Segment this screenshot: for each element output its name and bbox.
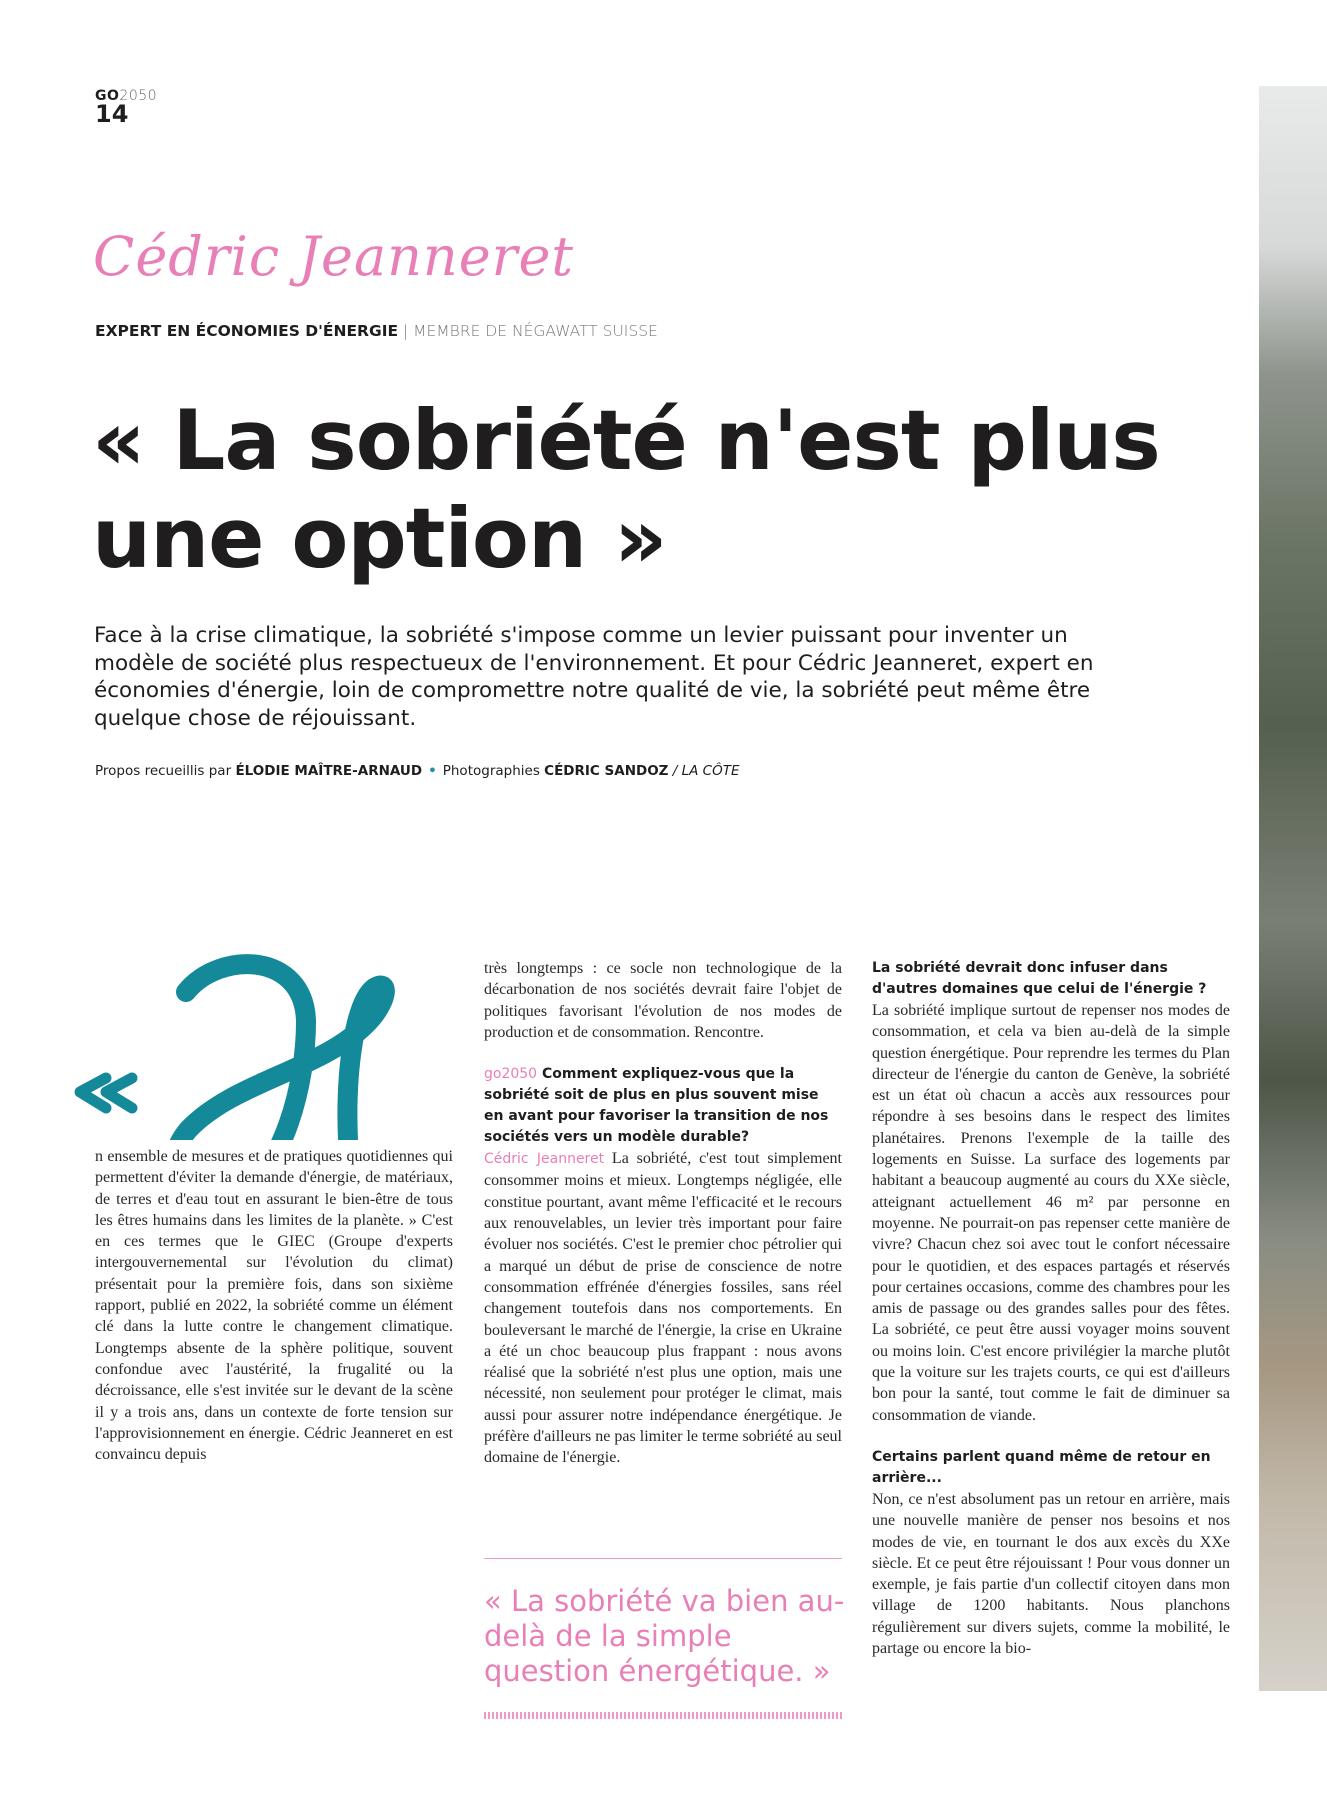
lede: Face à la crise climatique, la sobriété s'impose comme un levier puissant pour inventer un modèle de société plus respectueux de l'environnement. Et pour Cédric Jeanneret, expert en économies d'énergie, loin de compromettre notre qualité de vie, la sobriété peut même être quelque chose de réjouissant.: [94, 623, 1094, 731]
photo-prefix: Photographies: [442, 763, 545, 779]
interview-prefix: Propos recueillis par: [95, 763, 236, 779]
credits-bullet: •: [428, 763, 437, 779]
question-1-brand-year: 2050: [501, 1066, 538, 1083]
pull-quote: « La sobriété va bien au-delà de la simple question énergétique. »: [484, 1584, 845, 1688]
dropcap-letter-u: [173, 964, 415, 1140]
headline-line-1: « La sobriété n'est plus: [92, 392, 1160, 489]
answer-1: [484, 1148, 842, 1468]
answer-3: Non, ce n'est absolument pas un retour en arrière, mais une nouvelle manière de penser nos besoins et nos modes de vie, en tournant le dos aux excès du XXe siècle. Et ce peut être réjouissant ! Pour vous donner un exemple, je fais partie d'un collectif citoyen dans mon village de 1200 habitants. Nous planchons régulièrement sur divers sujets, comme la mobilité, le partage ou encore la bio-: [872, 1490, 1230, 1658]
question-3: Certains parlent quand même de retour en arrière...: [872, 1448, 1211, 1486]
answer-1-text: La sobriété, c'est tout simplement consommer moins et mieux. Longtemps négligée, elle constitue pourtant, avant même l'efficacité et le recours aux renouvelables, un levier très important pour faire évoluer nos sociétés. C'est le premier choc pétrolier qui a marqué un début de prise de conscience de notre consommation effrénée d'énergies fossiles, sans réel changement toutefois dans nos comportements. En bouleversant le marché de l'énergie, la crise en Ukraine a été un choc beaucoup plus frappant : nous avons réalisé que la sobriété n'est plus une option, mais une nécessité, non seulement pour protéger le climat, mais aussi pour assurer notre indépendance énergétique. Je préfère d'ailleurs ne pas limiter le terme sobriété au seul domaine de l'énergie.: [484, 1150, 843, 1467]
question-1-brand-go: go: [484, 1066, 502, 1083]
headline-line-2: une option »: [92, 490, 667, 587]
dropcap-quote-icon: [80, 1078, 132, 1108]
question-1-text: Comment expliquez-vous que la sobriété soit de plus en plus souvent mise en avant pour favoriser la transition de nos sociétés vers un modèle durable?: [484, 1066, 829, 1146]
role-separator: |: [398, 322, 414, 340]
author-membership: MEMBRE DE NÉGAWATT SUISSE: [413, 322, 658, 340]
column-3: [872, 958, 1230, 1659]
spacer: [872, 1426, 1230, 1447]
spacer: [484, 1043, 842, 1064]
column-2: [484, 958, 842, 1469]
brand-year: 2050: [119, 88, 158, 104]
brand-go: GO: [95, 88, 120, 104]
pull-quote-rule: [484, 1558, 842, 1559]
page-number: 14: [95, 100, 129, 128]
dropcap: [70, 930, 450, 1140]
photo-edge: [1259, 86, 1327, 1691]
credits: [95, 763, 739, 779]
question-1: [484, 1064, 842, 1148]
author-role: [95, 322, 658, 340]
photographer: CÉDRIC SANDOZ: [544, 763, 669, 779]
pull-quote-dotted-rule: [484, 1712, 842, 1719]
question-2: La sobriété devrait donc infuser dans d'autres domaines que celui de l'énergie ?: [872, 960, 1207, 997]
intro-text: très longtemps : ce socle non technologique de la décarbonation de nos sociétés devrait faire l'objet de politiques favorisant l'évolution de nos modes de production et de consommation. Rencontre.: [484, 960, 842, 1041]
column-1-text: n ensemble de mesures et de pratiques quotidiennes qui permettent d'éviter la demande d'énergie, de matériaux, de terres et d'eau tout en assurant le bien-être de tous les êtres humains dans les limites de la planète. » C'est en ces termes que le GIEC (Groupe d'experts intergouvernemental sur l'évolution du climat) présentait pour la première fois, dans son sixième rapport, publié en 2022, la sobriété comme un élément clé dans la lutte contre le changement climatique. Longtemps absente de la sphère politique, souvent confondue avec l'austérité, la frugalité ou la décroissance, elle s'est invitée sur le devant de la scène il y a trois ans, dans un contexte de forte tension sur l'approvisionnement en énergie. Cédric Jeanneret en est convaincu depuis: [95, 1148, 453, 1464]
interviewer: ÉLODIE MAÎTRE-ARNAUD: [235, 763, 423, 779]
author-title: EXPERT EN ÉCONOMIES D'ÉNERGIE: [95, 322, 399, 340]
headline: [92, 392, 1160, 588]
photo-source: / LA CÔTE: [668, 763, 740, 779]
column-1: [95, 1146, 453, 1465]
answer-1-speaker: Cédric Jeanneret: [484, 1151, 605, 1168]
answer-2: La sobriété implique surtout de repenser nos modes de consommation, et cela va bien au-delà de la simple question énergétique. Pour reprendre les termes du Plan directeur de l'énergie du canton de Genève, la sobriété est un état où chacun a accès aux ressources pour répondre à ses besoins dans le respect des limites planétaires. Prenons l'exemple de la taille des logements en Suisse. La surface des logements par habitant a beaucoup augmenté au cours du XXe siècle, atteignant actuellement 46 m² par personne en moyenne. Ne pourrait-on pas repenser cette manière de vivre? Chacun chez soi avec tout le confort nécessaire pour le quotidien, et des espaces partagés et réservés pour certaines occasions, comme des chambres pour les amis de passage ou des grandes salles pour des fêtes. La sobriété, ce peut être aussi voyager moins souvent ou moins loin. C'est encore privilégier la marche plutôt que la voiture sur les trajets courts, ce qui est d'ailleurs bon pour la santé, tout comme le fait de diminuer sa consommation de viande.: [872, 1002, 1230, 1424]
author-name: Cédric Jeanneret: [93, 225, 575, 288]
